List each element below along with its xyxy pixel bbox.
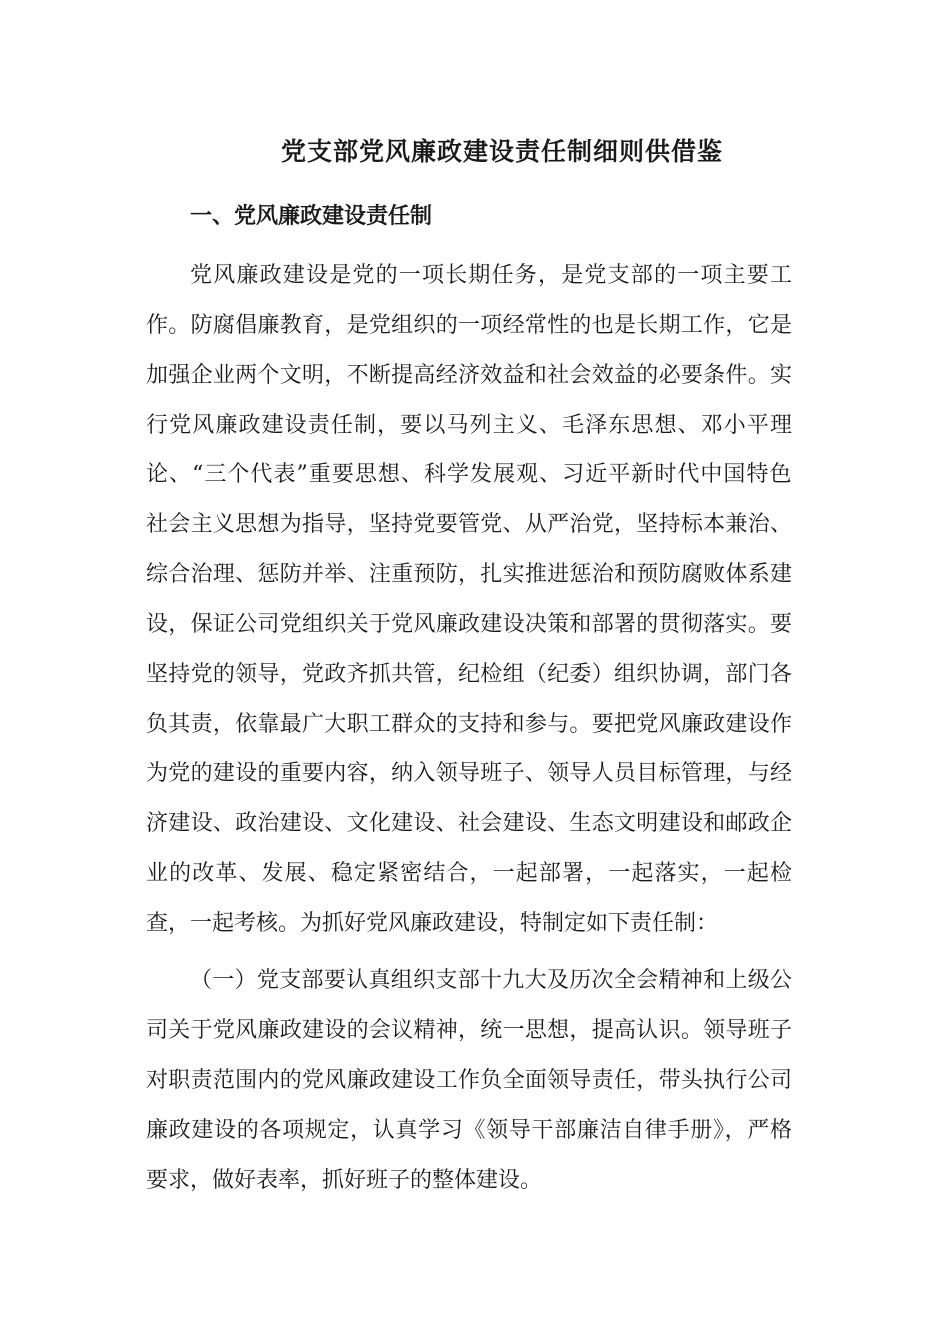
paragraph-line: 业的改革、发展、稳定紧密结合，一起部署，一起落实，一起检 [146, 861, 794, 886]
paragraph-line: 党风廉政建设是党的一项长期任务，是党支部的一项主要工 [190, 263, 794, 288]
paragraph-line: 廉政建设的各项规定，认真学习《领导干部廉洁自律手册》，严格 [146, 1118, 793, 1143]
paragraph-line: 济建设、政治建设、文化建设、社会建设、生态文明建设和邮政企 [146, 811, 793, 836]
paragraph-line: 对职责范围内的党风廉政建设工作负全面领导责任，带头执行公司 [146, 1068, 793, 1093]
paragraph-line: 设，保证公司党组织关于党风廉政建设决策和部署的贯彻落实。要 [146, 612, 793, 637]
paragraph-line: （一）党支部要认真组织支部十九大及历次全会精神和上级公 [190, 968, 793, 993]
paragraph-line: 行党风廉政建设责任制，要以马列主义、毛泽东思想、邓小平理 [146, 413, 794, 438]
paragraph-line: 社会主义思想为指导，坚持党要管党、从严治党，坚持标本兼治、 [146, 512, 793, 537]
paragraph-line: 综合治理、惩防并举、注重预防，扎实推进惩治和预防腐败体系建 [146, 562, 793, 587]
paragraph-line: 查，一起考核。为抓好党风廉政建设，特制定如下责任制： [146, 911, 719, 936]
section-heading: 一、党风廉政建设责任制 [190, 204, 433, 229]
paragraph-line: 要求，做好表率，抓好班子的整体建设。 [146, 1168, 543, 1193]
paragraph-line: 论、“三个代表”重要思想、科学发展观、习近平新时代中国特色 [146, 462, 793, 487]
paragraph-line: 负其责，依靠最广大职工群众的支持和参与。要把党风廉政建设作 [146, 712, 793, 737]
paragraph-line: 为党的建设的重要内容，纳入领导班子、领导人员目标管理，与经 [146, 761, 793, 786]
document-title: 党支部党风廉政建设责任制细则供借鉴 [280, 137, 723, 166]
paragraph-line: 司关于党风廉政建设的会议精神，统一思想，提高认识。领导班子 [146, 1018, 793, 1043]
paragraph-line: 作。防腐倡廉教育，是党组织的一项经常性的也是长期工作，它是 [146, 313, 793, 338]
paragraph-line: 坚持党的领导，党政齐抓共管，纪检组（纪委）组织协调，部门各 [146, 662, 793, 687]
paragraph-line: 加强企业两个文明，不断提高经济效益和社会效益的必要条件。实 [146, 363, 793, 388]
